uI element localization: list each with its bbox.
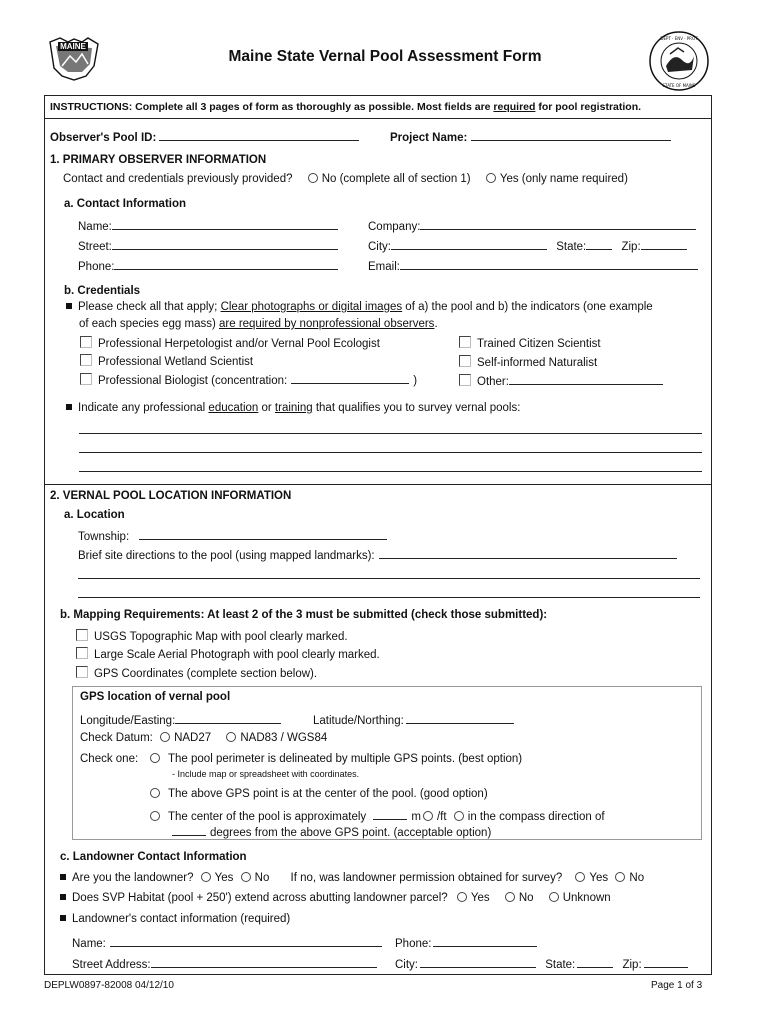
landowner-street-field[interactable] — [151, 956, 377, 968]
other-field[interactable] — [509, 373, 663, 385]
divider — [44, 484, 712, 485]
page-number: Page 1 of 3 — [651, 980, 703, 991]
street-field[interactable] — [112, 238, 338, 250]
checkbox[interactable] — [76, 666, 88, 678]
opt-other[interactable]: Other: — [459, 373, 663, 388]
township-row: Township: — [78, 528, 387, 543]
map-gps[interactable]: GPS Coordinates (complete section below). — [76, 666, 317, 680]
bullet-icon — [66, 404, 72, 410]
company-row: Company: — [368, 218, 696, 233]
svg-text:STATE OF MAINE: STATE OF MAINE — [662, 83, 696, 88]
radio-svp-yes[interactable] — [457, 892, 467, 902]
form-id: DEPLW0897-82008 04/12/10 — [44, 980, 174, 991]
longitude-row: Longitude/Easting: — [80, 712, 281, 727]
radio-feet[interactable] — [454, 811, 464, 821]
city-field[interactable] — [391, 238, 547, 250]
name-field[interactable] — [112, 218, 338, 230]
radio-svp-no[interactable] — [505, 892, 515, 902]
map-usgs[interactable]: USGS Topographic Map with pool clearly marked. — [76, 629, 348, 643]
landowner-phone-row: Phone: — [395, 935, 537, 950]
landowner-state-field[interactable] — [577, 956, 613, 968]
distance-field[interactable] — [373, 808, 407, 820]
longitude-field[interactable] — [175, 712, 281, 724]
pool-id-field[interactable] — [159, 129, 359, 141]
education-line[interactable] — [79, 433, 702, 434]
landowner-zip-field[interactable] — [644, 956, 688, 968]
opt-self-informed[interactable]: Self-informed Naturalist — [459, 355, 597, 369]
landowner-name-row: Name: — [72, 935, 382, 950]
landowner-name-field[interactable] — [110, 935, 382, 947]
directions-field[interactable] — [379, 547, 677, 559]
checkone-label: Check one: — [80, 753, 139, 765]
company-field[interactable] — [420, 218, 696, 230]
city-row: City: State: Zip: — [368, 238, 687, 253]
phone-row: Phone: — [78, 258, 338, 273]
prev-provided-row: Contact and credentials previously provided? No (complete all of section 1) Yes (only name required) — [63, 173, 628, 185]
landowner-city-field[interactable] — [420, 956, 536, 968]
directions-line[interactable] — [78, 597, 700, 598]
name-row: Name: — [78, 218, 338, 233]
latitude-field[interactable] — [406, 712, 514, 724]
degrees-field[interactable] — [172, 824, 206, 836]
radio-nad83[interactable] — [226, 732, 236, 742]
opt-trained[interactable]: Trained Citizen Scientist — [459, 336, 601, 350]
email-row: Email: — [368, 258, 698, 273]
checkbox[interactable] — [459, 336, 471, 348]
education-prompt: Indicate any professional education or training that qualifies you to survey vernal pools: — [66, 402, 520, 414]
page-title: Maine State Vernal Pool Assessment Form — [228, 48, 542, 65]
education-line[interactable] — [79, 471, 702, 472]
street-row: Street: — [78, 238, 338, 253]
landowner-heading: c. Landowner Contact Information — [60, 851, 247, 863]
perimeter-note: - Include map or spreadsheet with coordinates. — [172, 769, 360, 779]
divider — [44, 118, 712, 119]
bullet-icon — [60, 894, 66, 900]
svp-question-row: Does SVP Habitat (pool + 250') extend across abutting landowner parcel? Yes No Unknown — [60, 892, 611, 904]
zip-field[interactable] — [641, 238, 687, 250]
radio[interactable] — [150, 788, 160, 798]
landowner-phone-field[interactable] — [433, 935, 537, 947]
opt-perimeter[interactable]: The pool perimeter is delineated by multiple GPS points. (best option) — [150, 753, 522, 765]
map-aerial[interactable]: Large Scale Aerial Photograph with pool clearly marked. — [76, 647, 380, 661]
directions-row: Brief site directions to the pool (using mapped landmarks): — [78, 547, 677, 562]
concentration-field[interactable] — [291, 372, 409, 384]
directions-line[interactable] — [78, 578, 700, 579]
opt-approximate[interactable]: The center of the pool is approximately m /ft in the compass direction of — [150, 808, 605, 823]
credentials-instruction-2: of each species egg mass) are required by nonprofessional observers. — [79, 318, 438, 330]
bullet-icon — [60, 874, 66, 880]
checkbox[interactable] — [80, 354, 92, 366]
landowner-street-row: Street Address: — [72, 956, 377, 971]
project-row: Project Name: — [390, 129, 671, 144]
radio-permission-yes[interactable] — [575, 872, 585, 882]
gps-heading: GPS location of vernal pool — [80, 691, 231, 703]
checkbox[interactable] — [76, 629, 88, 641]
radio-landowner-yes[interactable] — [201, 872, 211, 882]
radio-svp-unknown[interactable] — [549, 892, 559, 902]
radio-yes[interactable] — [486, 173, 496, 183]
bullet-icon — [66, 303, 72, 309]
township-field[interactable] — [139, 528, 387, 540]
checkbox[interactable] — [80, 336, 92, 348]
checkbox[interactable] — [459, 355, 471, 367]
instructions: INSTRUCTIONS: Complete all 3 pages of form as thoroughly as possible. Most fields are required for pool registration. — [50, 101, 642, 113]
opt-center[interactable]: The above GPS point is at the center of the pool. (good option) — [150, 788, 488, 800]
radio-landowner-no[interactable] — [241, 872, 251, 882]
checkbox[interactable] — [459, 374, 471, 386]
radio-nad27[interactable] — [160, 732, 170, 742]
phone-field[interactable] — [114, 258, 338, 270]
landowner-contact-label: Landowner's contact information (required) — [60, 913, 290, 925]
state-field[interactable] — [586, 238, 612, 250]
landowner-city-row: City: State: Zip: — [395, 956, 688, 971]
radio[interactable] — [150, 753, 160, 763]
education-line[interactable] — [79, 452, 702, 453]
email-field[interactable] — [400, 258, 698, 270]
checkbox[interactable] — [80, 373, 92, 385]
opt-wetland[interactable]: Professional Wetland Scientist — [80, 354, 253, 368]
credentials-heading: b. Credentials — [64, 285, 141, 297]
opt-approximate-2: degrees from the above GPS point. (acceptable option) — [172, 824, 491, 839]
mapping-heading: b. Mapping Requirements: At least 2 of the 3 must be submitted (check those submitted): — [60, 609, 548, 621]
datum-row: Check Datum: NAD27 NAD83 / WGS84 — [80, 732, 328, 744]
project-name-field[interactable] — [471, 129, 671, 141]
opt-biologist[interactable]: Professional Biologist (concentration: ) — [80, 372, 417, 387]
radio[interactable] — [150, 811, 160, 821]
checkbox[interactable] — [76, 647, 88, 659]
radio-no[interactable] — [308, 173, 318, 183]
latitude-row: Latitude/Northing: — [313, 712, 514, 727]
location-heading: a. Location — [64, 509, 125, 521]
opt-herpetologist[interactable]: Professional Herpetologist and/or Vernal Pool Ecologist — [80, 336, 380, 350]
logo-text: MAINE — [60, 42, 86, 51]
section1-heading: 1. PRIMARY OBSERVER INFORMATION — [50, 154, 267, 166]
radio-permission-no[interactable] — [615, 872, 625, 882]
bullet-icon — [60, 915, 66, 921]
pool-id-row: Observer's Pool ID: — [50, 129, 359, 144]
contact-heading: a. Contact Information — [64, 198, 187, 210]
credentials-instruction-1: Please check all that apply; Clear photographs or digital images of a) the pool and b) the indicators (one example — [66, 301, 653, 313]
landowner-question-row: Are you the landowner? Yes No If no, was landowner permission obtained for survey? Yes No — [60, 872, 644, 884]
section2-heading: 2. VERNAL POOL LOCATION INFORMATION — [50, 490, 292, 502]
svg-text:DEPT · ENV · PROT: DEPT · ENV · PROT — [660, 36, 698, 41]
radio-meters[interactable] — [423, 811, 433, 821]
